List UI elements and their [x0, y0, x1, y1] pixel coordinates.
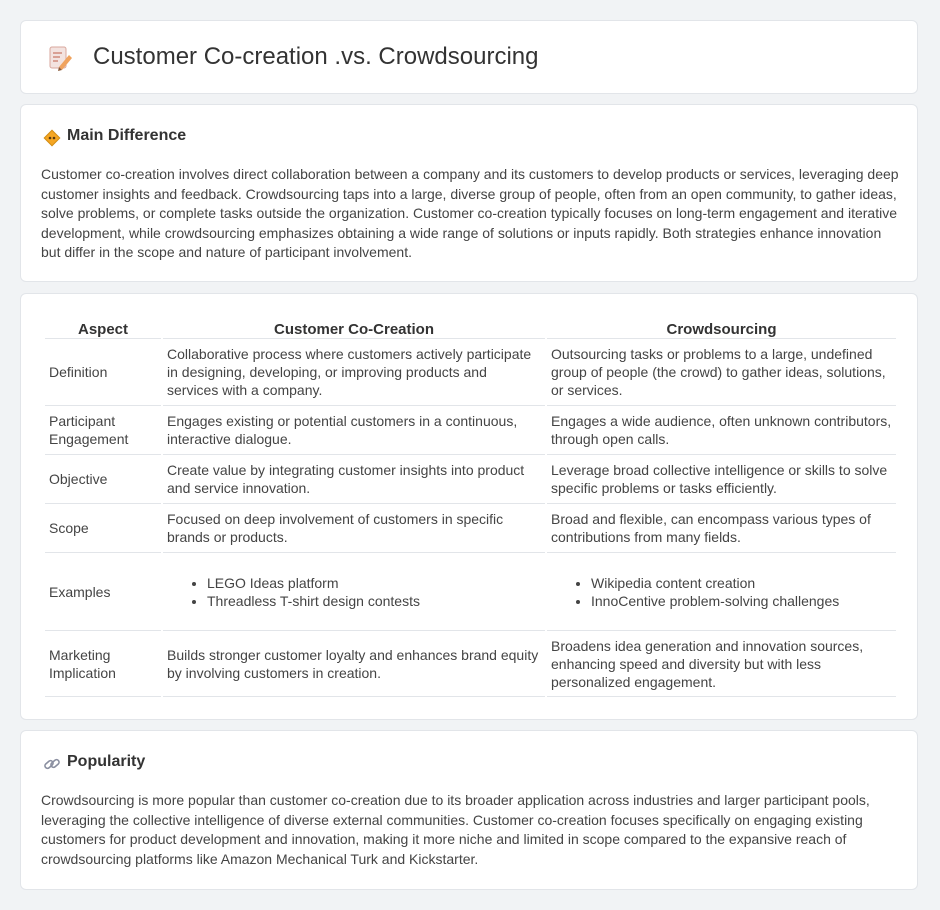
list-item: • LEGO Ideas platform	[207, 574, 541, 592]
cocreation-examples-list	[167, 574, 541, 610]
cocreation-cell	[163, 552, 545, 630]
table-row	[45, 405, 896, 454]
comparison-card	[20, 293, 918, 720]
popularity-card	[20, 730, 918, 890]
crowdsourcing-cell: Leverage broad collective intelligence or skills to solve specific problems or tasks efficiently.	[547, 454, 896, 503]
list-item: • Wikipedia content creation	[591, 574, 892, 592]
header-aspect: Aspect	[77, 321, 129, 338]
table-row	[45, 630, 896, 697]
crowdsourcing-cell: Outsourcing tasks or problems to a large, undefined group of people (the crowd) to gather ideas, solutions, or services.	[547, 338, 896, 405]
cocreation-cell: Create value by integrating customer insights into product and service innovation.	[163, 454, 545, 503]
popularity-heading: Popularity	[67, 753, 146, 770]
aspect-cell: Definition	[45, 338, 161, 405]
aspect-cell: Participant Engagement	[45, 405, 161, 454]
main-difference-text: Customer co-creation involves direct collaboration between a company and its customers to develop products or services, leveraging deep customer insights and feedback. Crowdsourcing taps into a large, diverse group of people, often from an open community, to gather ideas, solve problems, or complete tasks outside the organization. Customer co-creation typically focuses on long-term engagement and iterative development, while crowdsourcing emphasizes obtaining a wide range of solutions or inputs rapidly. Both strategies enhance innovation but differ in the scope and nature of participant involvement.	[41, 166, 899, 260]
cocreation-cell: Engages existing or potential customers in a continuous, interactive dialogue.	[163, 405, 545, 454]
link-icon	[43, 755, 61, 773]
crowdsourcing-cell: Broadens idea generation and innovation sources, enhancing speed and diversity but with less personalized engagement.	[547, 630, 896, 697]
diamond-icon	[43, 129, 61, 147]
list-item: • Threadless T-shirt design contests	[207, 592, 541, 610]
table-header-row	[45, 314, 896, 338]
cocreation-cell: Collaborative process where customers actively participate in designing, developing, or improving products and services with a company.	[163, 338, 545, 405]
table-row	[45, 454, 896, 503]
title-card	[20, 20, 918, 94]
cocreation-cell: Builds stronger customer loyalty and enhances brand equity by involving customers in creation.	[163, 630, 545, 697]
crowdsourcing-cell: Broad and flexible, can encompass various types of contributions from many fields.	[547, 503, 896, 552]
aspect-cell: Scope	[45, 503, 161, 552]
aspect-cell: Examples	[45, 552, 161, 630]
aspect-cell: Marketing Implication	[45, 630, 161, 697]
table-row	[45, 338, 896, 405]
aspect-cell: Objective	[45, 454, 161, 503]
list-item: • InnoCentive problem-solving challenges	[591, 592, 892, 610]
page-title: Customer Co-creation .vs. Crowdsourcing	[93, 43, 539, 70]
crowdsourcing-cell	[547, 552, 896, 630]
main-difference-heading: Main Difference	[67, 127, 187, 144]
document-edit-icon	[47, 45, 73, 71]
crowdsourcing-cell: Engages a wide audience, often unknown contributors, through open calls.	[547, 405, 896, 454]
main-difference-card	[20, 104, 918, 282]
comparison-table	[43, 314, 898, 697]
header-cocreation: Customer Co-Creation	[273, 321, 434, 338]
table-row	[45, 503, 896, 552]
popularity-text: Crowdsourcing is more popular than customer co-creation due to its broader application across industries and larger participant pools, leveraging the collective intelligence of diverse external communities. Customer co-creation focuses specifically on engaging existing customers for product development and innovation, making it more niche and limited in scope compared to the expansive reach of crowdsourcing platforms like Amazon Mechanical Turk and Kickstarter.	[41, 792, 870, 867]
crowdsourcing-examples-list	[551, 574, 892, 610]
cocreation-cell: Focused on deep involvement of customers in specific brands or products.	[163, 503, 545, 552]
header-crowdsourcing: Crowdsourcing	[666, 321, 777, 338]
table-row	[45, 552, 896, 630]
